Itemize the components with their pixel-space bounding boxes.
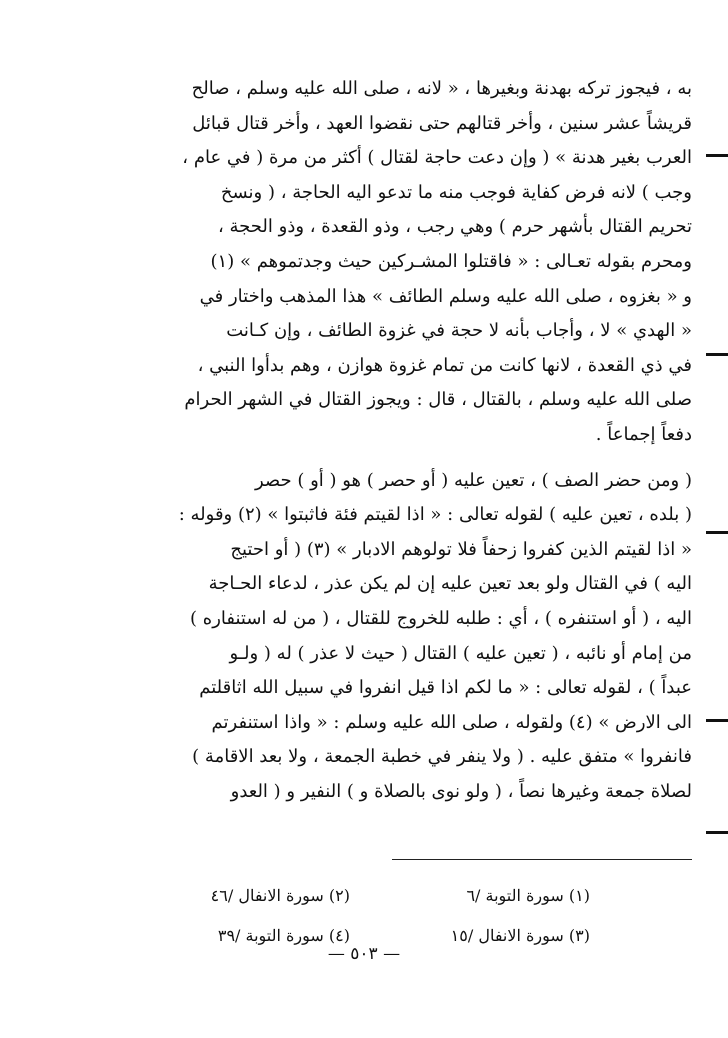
text-line: من إمام أو نائبه ، ( تعين عليه ) القتال ( حيث لا عذر ) له ( ولـو (229, 642, 692, 664)
text-line: و « بغزوه ، صلى الله عليه وسلم الطائف » هذا المذهب واختار في (199, 285, 692, 307)
text-line: في ذي القعدة ، لانها كانت من تمام غزوة هوازن ، وهم بدأوا النبي ، (197, 354, 692, 376)
main-text (96, 72, 692, 809)
text-line: اليه ، ( أو استنفره ) ، أي : طلبه للخروج للقتال ، ( من له استنفاره ) (190, 607, 692, 629)
text-line: لصلاة جمعة وغيرها نصاً ، ( ولو نوى بالصلاة و ) النفير و ( العدو (230, 780, 692, 802)
margin-mark (706, 831, 728, 834)
margin-mark (706, 154, 728, 157)
margin-mark (706, 353, 728, 356)
text-line: به ، فيجوز تركه بهدنة وبغيرها ، « لانه ، صلى الله عليه وسلم ، صالح (191, 78, 692, 99)
text-line: الى الارض » (٤) ولقوله ، صلى الله عليه وسلم : « واذا استنفرتم (211, 711, 692, 733)
footnote-4: (٤) سورة التوبة /٣٩ (217, 926, 350, 945)
text-line: « اذا لقيتم الذين كفروا زحفاً فلا تولوهم الادبار » (٣) ( أو احتيج (230, 538, 692, 560)
text-line: فانفروا » متفق عليه . ( ولا ينفر في خطبة الجمعة ، ولا بعد الاقامة ) (192, 746, 692, 768)
paragraph-2 (96, 464, 692, 810)
text-line: اليه ) في القتال ولو بعد تعين عليه إن لم يكن عذر ، لدعاء الحـاجة (208, 573, 692, 595)
text-line: العرب بغير هدنة » ( وإن دعت حاجة لقتال ) أكثر من مرة ( في عام ، (182, 147, 692, 169)
footnote-1: (١) سورة التوبة /٦ (466, 886, 590, 905)
footnote-row (140, 876, 590, 916)
text-line: ( بلده ، تعين عليه ) لقوله تعالى : « اذا لقيتم فئة فاثبتوا » (٢) وقوله : (178, 504, 692, 526)
footnote-divider (392, 859, 692, 860)
text-line: ومحرم بقوله تعـالى : « فاقتلوا المشـركين حيث وجدتموهم » (١) (210, 250, 692, 272)
margin-mark (706, 531, 728, 534)
paragraph-1 (96, 72, 692, 453)
text-line: صلى الله عليه وسلم ، بالقتال ، قال : ويجوز القتال في الشهر الحرام (184, 389, 692, 411)
text-line: وجب ) لانه فرض كفاية فوجب منه ما تدعو اليه الحاجة ، ( ونسخ (220, 181, 692, 203)
text-line: « الهدي » لا ، وأجاب بأنه لا حجة في غزوة الطائف ، وإن كـانت (226, 320, 692, 342)
text-line: عبداً ) ، لقوله تعالى : « ما لكم اذا قيل انفروا في سبيل الله اثاقلتم (199, 677, 692, 699)
margin-mark (706, 719, 728, 722)
text-line: ( ومن حضر الصف ) ، تعين عليه ( أو حصر ) هو ( أو ) حصر (254, 469, 692, 491)
page-number: — ٥٠٣ — (327, 944, 401, 964)
text-line: قريشاً عشر سنين ، وأخر قتالهم حتى نقضوا العهد ، وأخر قتال قبائل (192, 112, 692, 134)
text-line: تحريم القتال بأشهر حرم ) وهي رجب ، وذو القعدة ، وذو الحجة ، (218, 216, 692, 238)
footnote-2: (٢) سورة الانفال /٤٦ (210, 886, 350, 905)
text-line: دفعاً إجماعاً . (595, 423, 692, 445)
footnote-3: (٣) سورة الانفال /١٥ (450, 926, 590, 945)
